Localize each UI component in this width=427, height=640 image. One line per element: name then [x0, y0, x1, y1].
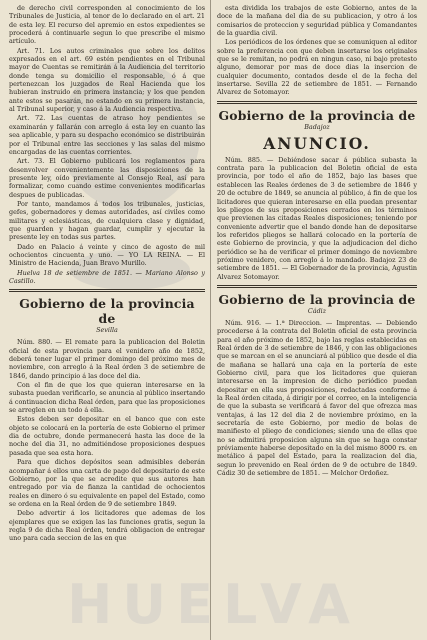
paragraph: Art. 72. Las cuentas de atraso hoy pendientes se examinarán y fallarán con arreglo á esta ley en cuanto las sea aplicable, y para su despacho económico se distribuirán por el Tribunal entre las secciones y las salas del mismo encargadas de las cuentas corrientes.: [9, 114, 205, 156]
paragraph: Para que dichos depósitos sean admisibles deberán acompañar á ellos una carta de pago del depositario de este Gobierno, por la que se acredite que sus autores han entregado por via de fianza la cantidad de ochocientos reales en dinero ó su equivalente en papel del Estado, como se ordena en la Real órden de 9 de setiembre 1849.: [9, 458, 205, 508]
paragraph: Con el fin de que los que quieran interesarse en la subasta puedan verificarlo, se anuncia al público insertando á continuacion dicha Real órden, para que las proposiciones se arreglen en un todo á ella.: [9, 381, 205, 415]
library-watermark: HUELVA: [67, 573, 360, 636]
paragraph: Núm. 916. — 1.ª Direccion. — Imprentas. — Debiendo procederse á la contrata del Boletin oficial de esta provincia para el año próximo de 1852, bajo las reglas establecidas en Real órden de 3 de setiembre de 1846, y con las obligaciones que se marcan en el se anunciará al público que desde el dia de mañana se hallará una caja en la portería de este Gobierno civil, para que los licitadores que quieran interesarse en la impresion de dicho periódico puedan depositar en ella sus proposiciones, redactadas conforme á la Real órden citada, á dirigir por el correo, en la inteligencia de que la subasta se verificará á favor del que ofrezca mas ventajas, á las 12 del dia 2 de noviembre próximo, en la secretaría de este Gobierno, por medio de bolas de manifiesto el pliego de condiciones; siendo una de ellas que no se admitirá proposicion alguna sin que se haga constar préviamente haberse depositado en la del mismo 8000 rs. en metálico á papel del Estado, para la realizacion del dia, segun lo prevenido en Real órden de 9 de octubre de 1849. Cádiz 30 de setiembre de 1851. — Melchor Ordoñez.: [217, 318, 417, 478]
paragraph: de derecho civil corresponden al conocimiento de los Tribunales de Justicia, al tenor de lo declarado en el art. 21 de esta ley. El recurso del apremio en estos expedientes se procederá á continuarle segun lo que prescribe el mismo artículo.: [9, 4, 205, 46]
left-column: [9, 4, 205, 636]
paragraph: Art. 71. Los autos criminales que sobre los delitos expresados en el art. 69 estén pendientes en el Tribunal mayor de Cuentas se remitirán á la Audiencia del territorio donde tenga su domicilio el responsable, ó á que pertenezcan los juzgados de Real Hacienda que los hubieran instruido en primera instancia; y los que penden ante estos se pasarán, no estando en su primera instancia, al Tribunal superior, y caso á la Audiencia respectiva.: [9, 46, 205, 114]
column-divider: [210, 0, 211, 640]
section-divider: [217, 285, 417, 288]
paragraph: Dado en Palacio á veinte y cinco de agosto de mil ochocientos cincuenta y uno. — YO LA REINA. — El Ministro de Hacienda, Juan Bravo Murillo.: [9, 242, 205, 268]
section-subtitle: Badajoz: [304, 122, 330, 131]
section-title: Gobierno de la provincia de: [218, 291, 416, 307]
paragraph: Estos deben ser depositar en el banco que con este objeto se colocará en la portería de este Gobierno el primer dia de octubre, donde permanecerá hasta las doce de la noche del dia 31, no admitiéndose proposiciones despues pasada que sea esta hora.: [9, 415, 205, 457]
section-divider: [9, 289, 205, 292]
paragraph: Por tanto, mandamos á todos los tribunales, justicias, gefes, gobernadores y demas autoridades, así civiles como militares y eclesiásticas, de cualquiera clase y dignidad, que guarden y hagan guardar, cumplir y ejecutar la presente ley en todas sus partes.: [9, 199, 205, 242]
right-column: [217, 4, 417, 636]
section-divider: [217, 101, 417, 104]
paragraph: esta dividida los trabajos de este Gobierno, antes de la doce de la mañana del dia de su publicacion, y otro á los comisarios de proteccion y seguridad pública y Comandantes de la guardia civil.: [217, 4, 417, 38]
signature-line: Huelva 18 de setiembre de 1851. — Mariano Alonso y Castillo.: [9, 268, 205, 285]
paragraph: Los periódicos de los órdenes que se comuniquen al editor sobre la preferencia con que deben insertarse los originales que se le remitan, no podrá en ningun caso, ni bajo pretesto alguno, demorar por mas de doce dias la insercion de cualquier documento, contados desde el de la fecha del insertarse. Sevilla 22 de setiembre de 1851. — Fernando Alvarez de Sotomayor.: [217, 38, 417, 97]
paragraph: Núm. 880. — El remate para la publicacion del Boletin oficial de esta provincia para el venidero año de 1852, deberá tener lugar el primer domingo del próximo mes de noviembre, con arreglo á la Real órden 3 de setiembre de 1846, dando principio á las doce del dia.: [9, 338, 205, 380]
paragraph: Debo advertir á los licitadores que ademas de los ejemplares que se exigen las las funciones gratis, segun la regla 9 de dicha Real órden, tendrá obligacion de entregar uno para cada seccion de las en que: [9, 509, 205, 543]
section-subtitle: Cádiz: [307, 306, 327, 315]
section-title: Gobierno de la provincia de: [19, 296, 195, 327]
announcement-heading: ANUNCIO.: [263, 133, 371, 153]
paragraph: Núm. 885. — Debiéndose sacar á pública subasta la contrata para la publicacion del Boletin oficial de esta provincia, por todo el año de 1852, bajo las bases que establecen las Reales órdenes de 3 de setiembre de 1846 y 20 de octubre de 1849, se anuncia al público, á fin de que los licitadores que quieran interesarse en ella puedan presentar los pliegos de sus proposiciones cerrados en los términos que previenen las citadas Reales disposiciones; teniendo por conveniente advertir que el bando donde han de depositarse los referidos pliegos se hallará colocado en la portería de este Gobierno de provincia, y que la adjudicacion del dicho periódico se ha de verificar el primer domingo de noviembre próximo venidero, con arreglo á lo mandado. Badajoz 23 de setiembre de 1851. — El Gobernador de la provincia, Agustin Alvarez Sotomayor.: [217, 155, 417, 281]
section-subtitle: Sevilla: [96, 326, 118, 335]
paragraph: Art. 73. El Gobierno publicará los reglamentos para desenvolver convenientemente las disposiciones de la presente ley, oído previamente al Consejo Real, así para formalizar, como cuando estime convenientes modificarlas despues de publicadas.: [9, 157, 205, 199]
section-title: Gobierno de la provincia de: [218, 107, 416, 123]
